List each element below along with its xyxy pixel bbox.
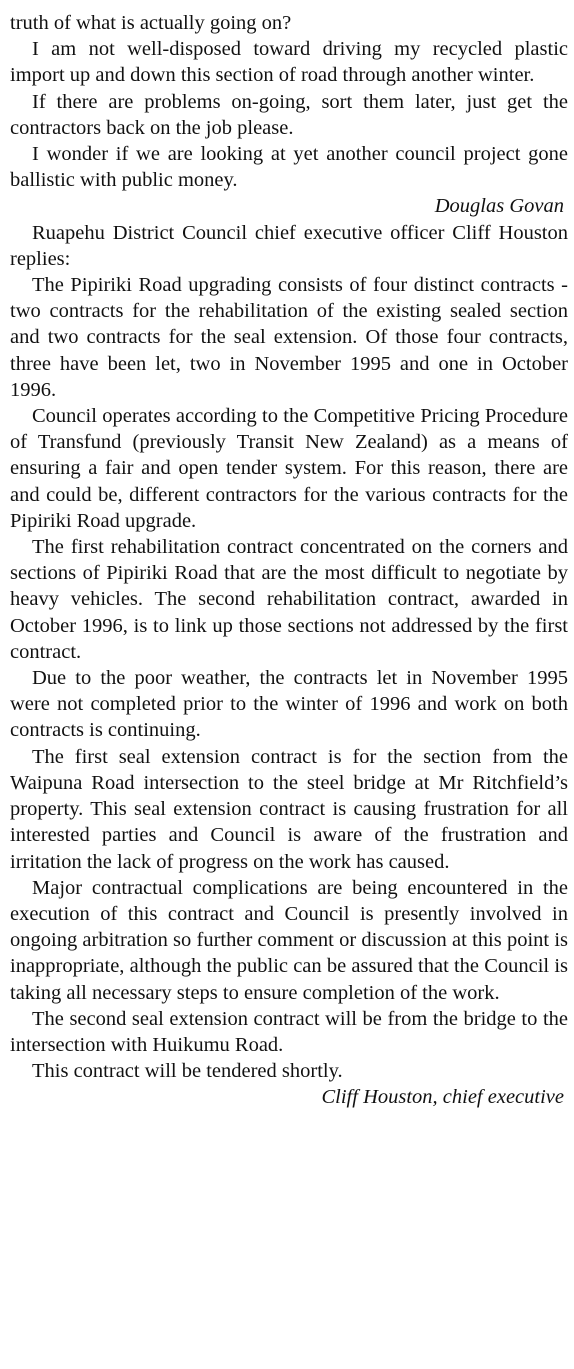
reply-paragraph-6: Major contractual complications are being encountered in the execution of this contract and Council is presently involved in ongoing arbitration so further comment or discussion at this point is inappropriate, although the public can be assured that the Council is taking all necessary steps to ensure completion of the work.: [10, 876, 568, 1004]
letter-paragraph-3: If there are problems on-going, sort them later, just get the contractors back on the job please.: [10, 90, 568, 139]
reply-signature: Cliff Houston, chief executive: [321, 1086, 564, 1109]
reply-paragraph-7: The second seal extension contract will be from the bridge to the intersection with Huikumu Road.: [10, 1007, 568, 1056]
reply-paragraph-5: The first seal extension contract is for the section from the Waipuna Road intersection to the steel bridge at Mr Ritchfield’s property. This seal extension contract is causing frustration for all interested parties and Council is aware of the frustration and irritation the lack of progress on the work has caused.: [10, 745, 568, 873]
letter-paragraph-1: truth of what is actually going on?: [10, 12, 292, 34]
letter-paragraph-2: I am not well-disposed toward driving my recycled plastic import up and down this section of road through another winter.: [10, 38, 568, 87]
reply-paragraph-3: The first rehabilitation contract concentrated on the corners and sections of Pipiriki Road that are the most difficult to negotiate by heavy vehicles. The second rehabilitation contract, awarded in October 1996, is to link up those sections not addressed by the first contract.: [10, 536, 568, 663]
reply-paragraph-1: The Pipiriki Road upgrading consists of four distinct contracts - two contracts for the rehabilitation of the existing sealed section and two contracts for the seal extension. Of those four contracts, three have been let, two in November 1995 and one in October 1996.: [10, 274, 568, 401]
reply-paragraph-8: This contract will be tendered shortly.: [32, 1060, 343, 1083]
reply-paragraph-4: Due to the poor weather, the contracts let in November 1995 were not completed prior to the winter of 1996 and work on both contracts is continuing.: [10, 667, 568, 742]
reply-intro: Ruapehu District Council chief executive officer Cliff Houston replies:: [10, 221, 568, 270]
letter-paragraph-4: I wonder if we are looking at yet another council project gone ballistic with public money.: [10, 143, 568, 192]
reply-paragraph-2: Council operates according to the Competitive Pricing Procedure of Transfund (previously Transit New Zealand) as a means of ensuring a fair and open tender system. For this reason, there are and could be, different contractors for the various contracts for the Pipiriki Road upgrade.: [10, 405, 568, 532]
letter-signature: Douglas Govan: [434, 195, 564, 218]
